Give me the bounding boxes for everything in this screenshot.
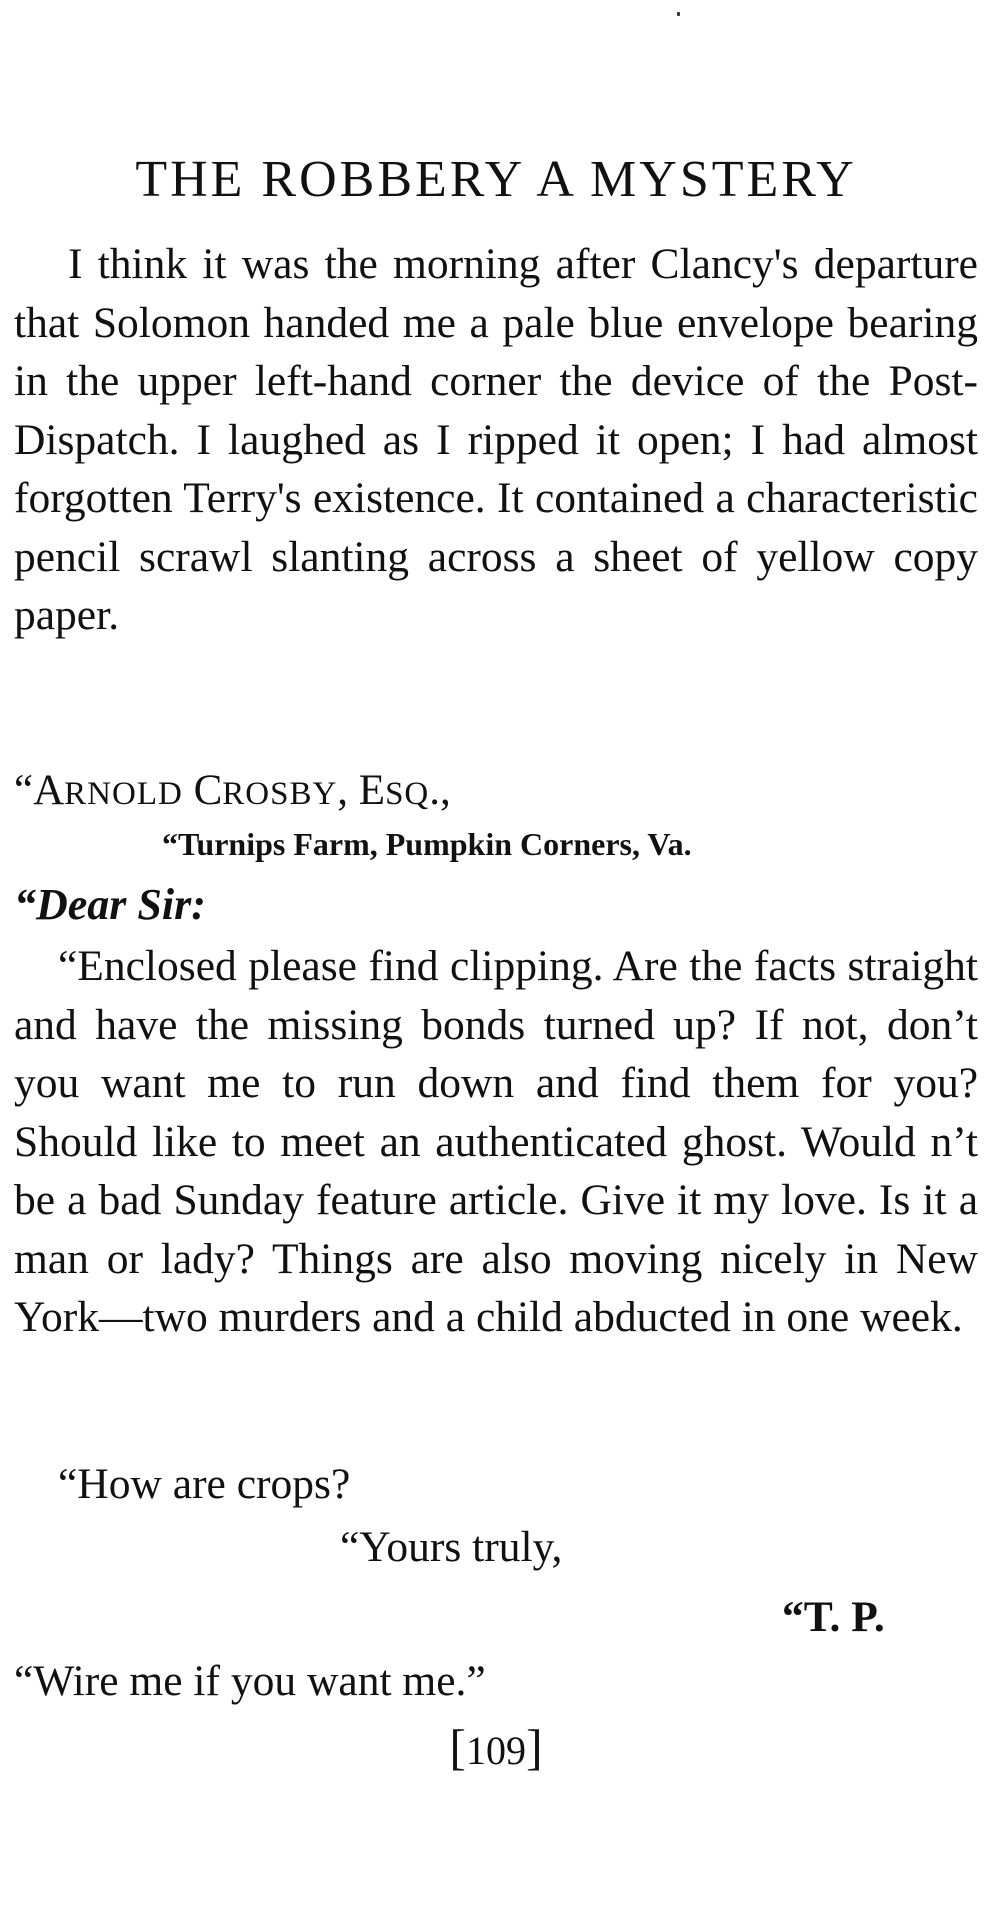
addressee-esq: SQ bbox=[385, 776, 430, 812]
ink-speck bbox=[677, 12, 680, 16]
letter-postscript: “Wire me if you want me.” bbox=[14, 1657, 486, 1705]
page-number-value: 109 bbox=[466, 1728, 526, 1773]
addressee-open: “A bbox=[14, 767, 65, 814]
addressee-surname: ROSBY bbox=[222, 776, 338, 812]
letter-salutation: “Dear Sir: bbox=[14, 880, 206, 929]
letter-addressee bbox=[14, 762, 451, 823]
page-number-bracket-left: [ bbox=[449, 1719, 466, 1775]
letter-signature: “T. P. bbox=[782, 1593, 885, 1641]
addressee-first-name: RNOLD bbox=[64, 776, 183, 812]
letter-address: “Turnips Farm, Pumpkin Corners, Va. bbox=[162, 826, 692, 862]
page-number bbox=[0, 1720, 992, 1778]
letter-closing: “Yours truly, bbox=[340, 1523, 563, 1571]
running-head: THE ROBBERY A MYSTERY bbox=[135, 151, 857, 208]
body-paragraph: I think it was the morning after Clancy's departure that Solomon handed me a pale blue envelope bearing in the upper left-hand corner the device of the Post-Dispatch. I laughed as I ripped it open; I had almost forgotten Terry's existence. It contained a characteristic pencil scrawl slanting across a sheet of yellow copy paper. bbox=[14, 240, 978, 639]
addressee-separator: , E bbox=[337, 767, 386, 814]
addressee-end: ., bbox=[429, 767, 451, 814]
addressee-surname-initial: C bbox=[193, 767, 223, 814]
letter-body: “Enclosed please find clipping. Are the facts straight and have the missing bonds turned up? If not, don’t you want me to run down and find them for you? Should like to meet an authenticated ghost. Would n’t be a bad Sunday feature article. Give it my love. Is it a man or lady? Things are also moving nicely in New York—two murders and a child abducted in one week. bbox=[14, 942, 978, 1341]
letter-question: “How are crops? bbox=[58, 1460, 351, 1508]
page-number-bracket-right: ] bbox=[526, 1719, 543, 1775]
